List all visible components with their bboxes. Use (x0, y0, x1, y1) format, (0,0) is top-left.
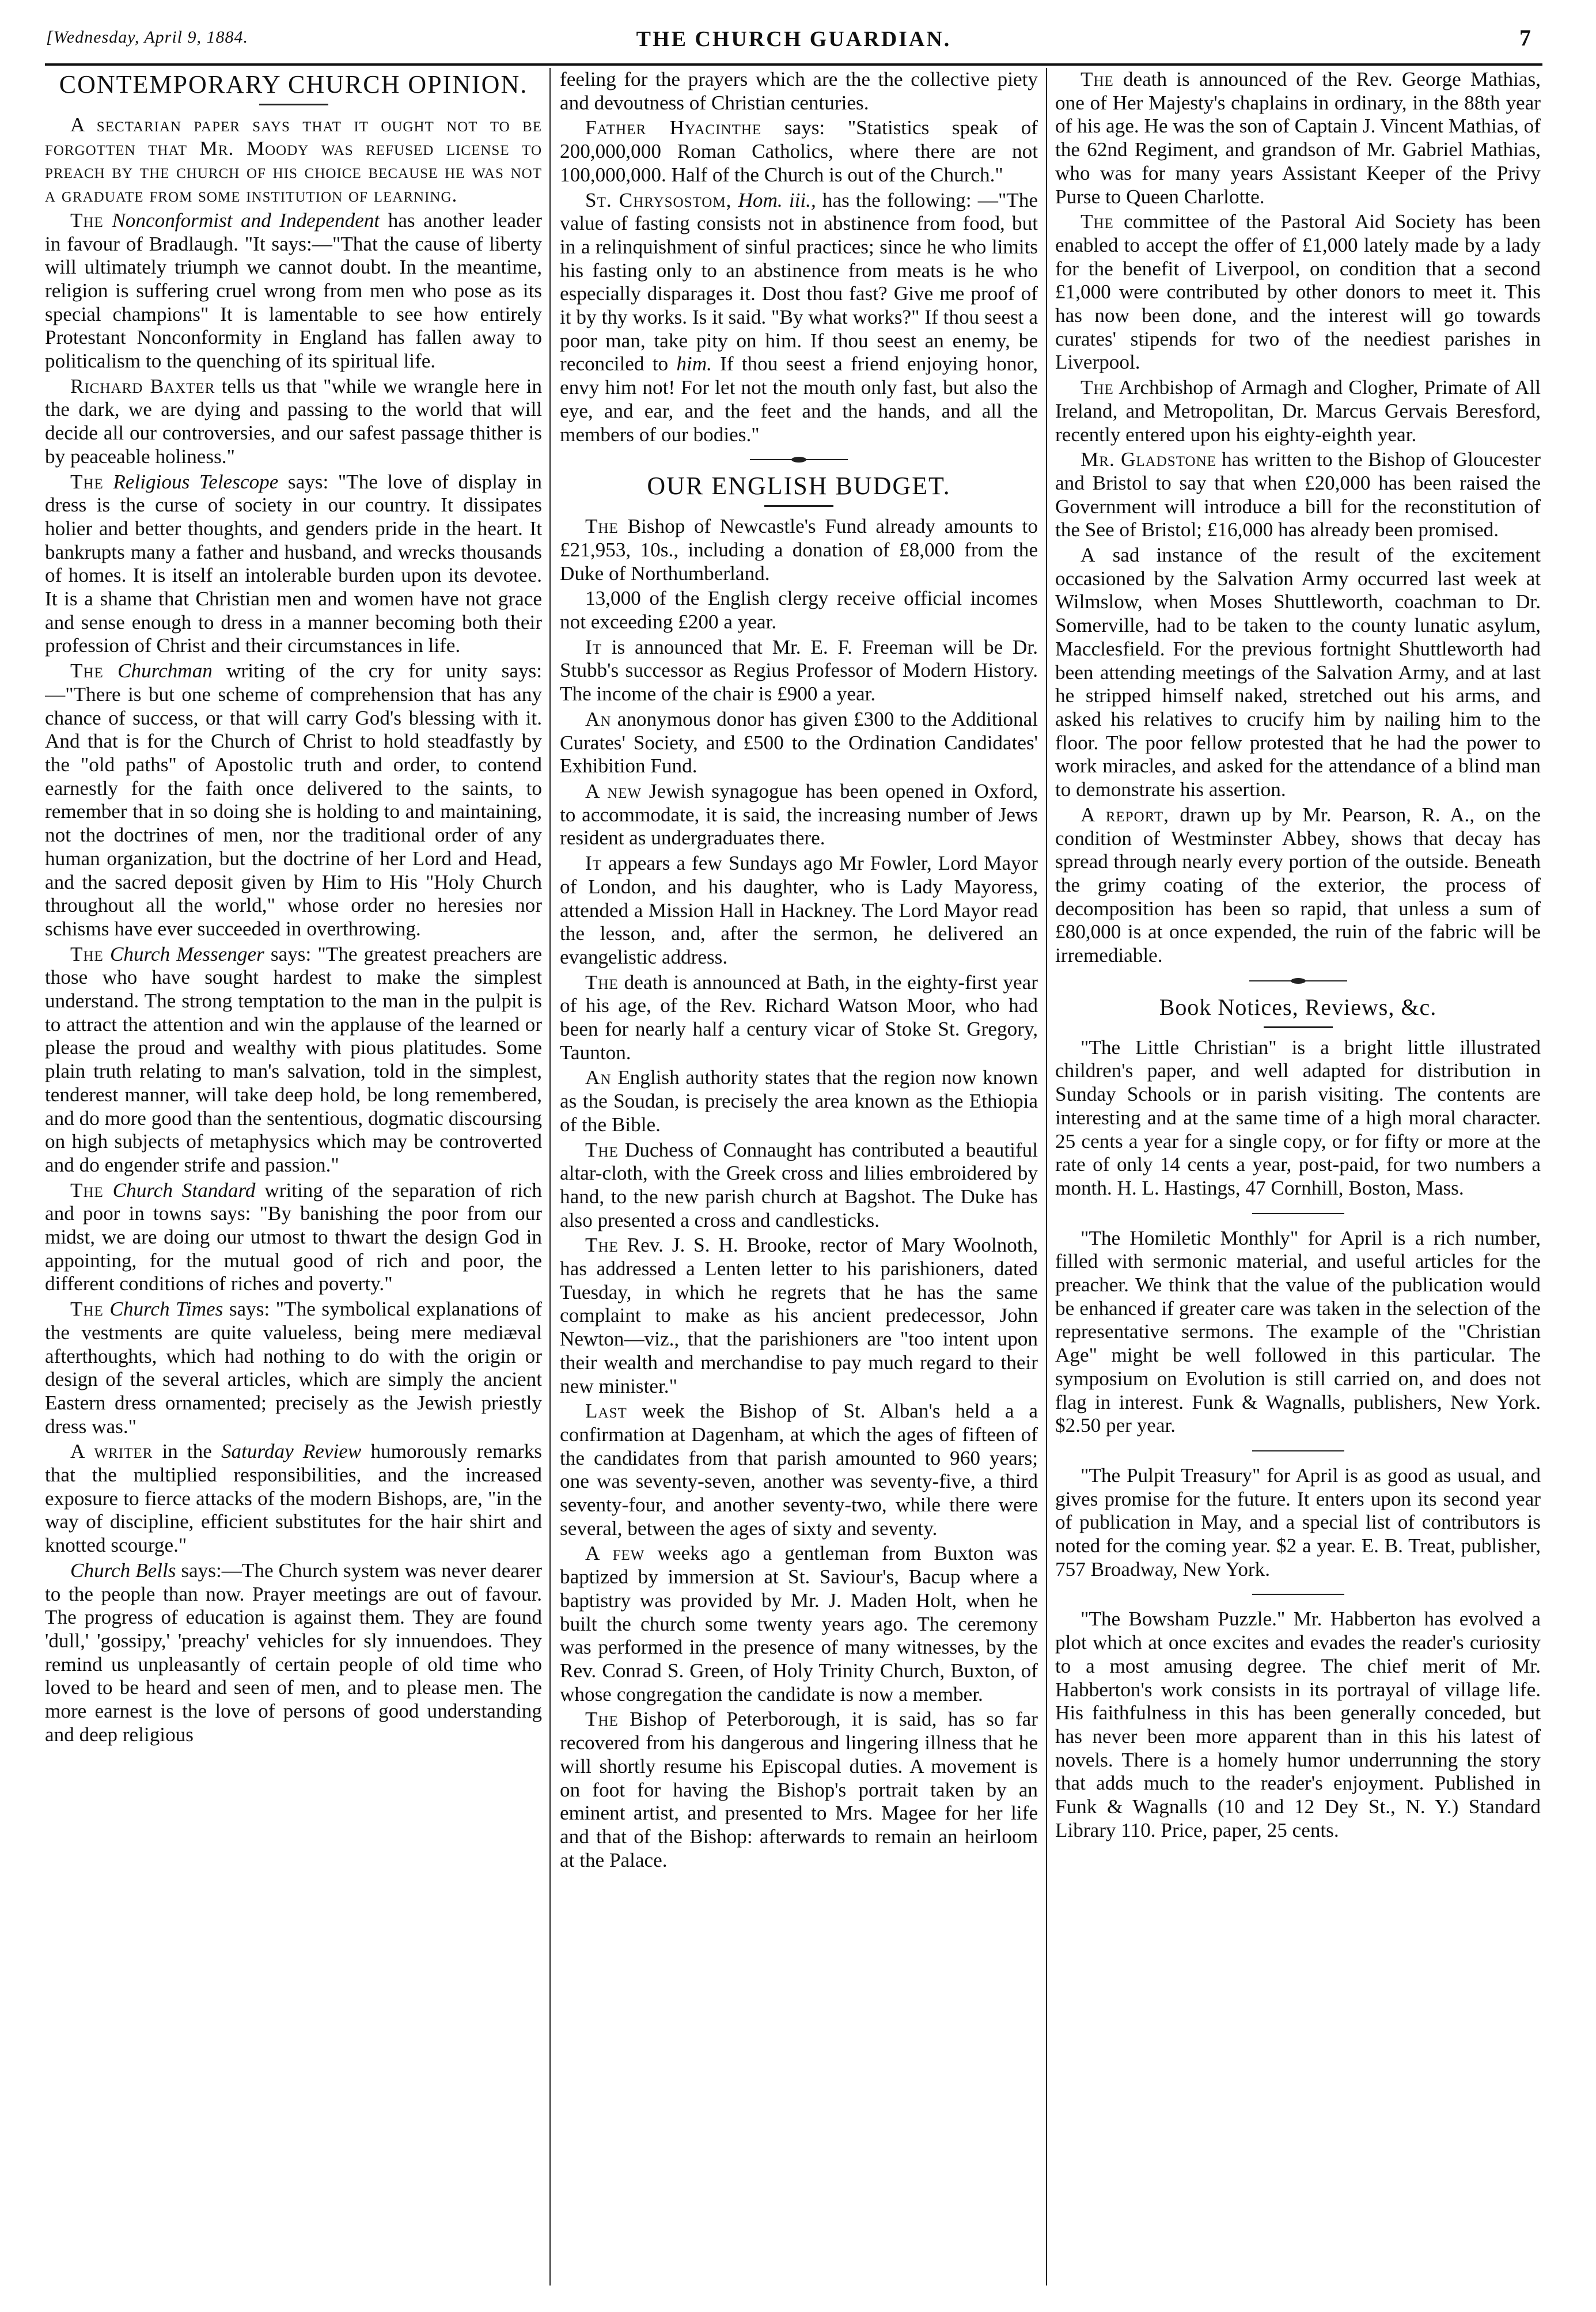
news-item (560, 587, 1038, 634)
column-contemporary-opinion (45, 68, 542, 2286)
page-number: 7 (1519, 25, 1531, 51)
lead-word: The (70, 942, 104, 965)
section-divider-ornament (750, 457, 848, 463)
source-name: Nonconformist and Independent (112, 209, 380, 232)
paragraph-text: Archbishop of Armagh and Clogher, Primate of All Ireland, and Metropolitan, Dr. Marcus Gervais Beresford, recently entered upon his eighty-eighth year. (1055, 376, 1541, 446)
lead-word: A new (585, 779, 642, 802)
lead-word: The (585, 971, 619, 994)
article-paragraph (45, 471, 542, 658)
lead-word: A writer (70, 1440, 153, 1463)
book-notice (1055, 1036, 1541, 1200)
news-item (1055, 803, 1541, 968)
news-item (560, 515, 1038, 585)
lead-word: The (70, 1178, 104, 1202)
column-english-budget (560, 68, 1038, 2286)
lead-word: The (70, 209, 104, 232)
article-paragraph (45, 209, 542, 373)
news-item (560, 708, 1038, 778)
paragraph-text: death is announced of the Rev. George Mathias, one of Her Majesty's chaplains in ordinary, in the 88th year of his age. He was the son of Captain J. Vincent Mathias, of the 62nd Regiment, and grandson of Mr. Gabriel Mathias, who was for many years Assistant Keeper of the Privy Purse to Queen Charlotte. (1055, 68, 1541, 208)
article-paragraph (560, 189, 1038, 447)
section-title-contemporary-church-opinion: CONTEMPORARY CHURCH OPINION. (59, 70, 528, 98)
paragraph-text: says: "Statistics speak of 200,000,000 Roman Catholics, where there are not 100,000,000. Half of the Church is out of the Church." (560, 116, 1038, 186)
title-underline (259, 104, 328, 105)
paragraph-text: death is announced at Bath, in the eighty-first year of his age, of the Rev. Richard Watson Moor, who had been for nearly half a century vicar of Stoke St. Gregory, Taunton. (560, 971, 1038, 1064)
paragraph-text: appears a few Sundays ago Mr Fowler, Lord Mayor of London, and his daughter, who is Lady Mayoress, attended a Mission Hall in Hackney. The Lord Mayor read the lesson, and, after the sermon, he delivered an evangelistic address. (560, 852, 1038, 968)
news-item (560, 1400, 1038, 1540)
lead-word: The (1081, 210, 1114, 233)
paragraph-text: says: "The greatest preachers are those who have sought hardest to make the simplest understand. The strong temptation to the man in the pulpit is to attract the attention and win the applause of the learned or please the proud and wealthy with pious platitudes. Some plain truth relating to man's salvation, told in the simplest, tenderest manner, will take deep hold, be long remembered, and do more good than the sententious, dogmatic discoursing on high subjects of metaphysics which may be controverted and do engender strife and passion." (45, 942, 542, 1176)
article-paragraph (45, 1298, 542, 1438)
source-name: Church Times (109, 1298, 223, 1321)
source-name: Church Messenger (109, 942, 264, 965)
lead-word: The (585, 1138, 619, 1161)
news-item (560, 971, 1038, 1065)
lead-word: The (585, 515, 619, 538)
notice-separator (1252, 1594, 1344, 1595)
column-news-and-notices (1055, 68, 1541, 2286)
paragraph-text: sad instance of the result of the excitement occasioned by the Salvation Army occurred last week at Wilmslow, when Moses Shuttleworth, coachman to Dr. Somerville, had to be taken to the county lunatic asylum, Macclesfield. For the previous fortnight Shuttleworth had been attending meetings of the Salvation Army, and at last he stripped himself naked, stretched out his arms, and asked his relatives to crucify him by nailing him to the floor. The poor fellow protested that he had the power to work miracles, and asked for the attendance of a blind man to demonstrate his assertion. (1055, 544, 1541, 801)
lead-word: A (1081, 544, 1096, 567)
column-rule-2 (1046, 68, 1047, 2286)
lead-word: St. Chrysostom, (585, 188, 732, 211)
news-item (1055, 210, 1541, 374)
lead-word: It (585, 635, 602, 658)
source-name: Religious Telescope (113, 470, 279, 493)
column-rule-1 (549, 68, 551, 2286)
paragraph-text: writing of the cry for unity says:—"There is but one scheme of comprehension that has any chance of success, or that will carry God's blessing with it. And that is for the Church of Christ to hold steadfastly by the "old paths" of Apostolic truth and order, to contend earnestly for the faith once delivered to the saints, to remember that in so doing she is holding to and maintaining, not the doctrines of men, nor the traditional order of any human organization, but the doctrine of her Lord and Head, and the sacred deposit given by Him to His "Holy Church throughout all the world," whose order no heresies nor schisms have ever succeeded in overthrowing. (45, 660, 542, 940)
issue-date: [Wednesday, April 9, 1884. (46, 28, 249, 47)
article-paragraph (45, 113, 542, 207)
section-divider-ornament (1249, 978, 1347, 984)
lead-word: An (585, 1066, 612, 1089)
paragraph-text: "The Homiletic Monthly" for April is a rich number, filled with sermonic material, and useful articles for the preacher. We think that the value of the publication would be enhanced if greater care was taken in the selection of the representative sermons. The example of the "Christian Age" might be well followed in this particular. The symposium on Evolution is still carried on, and does not flag in interest. Funk & Wagnalls, publishers, New York. $2.50 per year. (1055, 1226, 1541, 1437)
lead-word: A report, (1081, 803, 1169, 826)
source-name: Church Standard (112, 1178, 256, 1202)
paragraph-text: anonymous donor has given £300 to the Additional Curates' Society, and £500 to the Ordination Candidates' Exhibition Fund. (560, 707, 1038, 778)
source-name: Churchman (117, 660, 213, 683)
news-item (560, 852, 1038, 969)
lead-word: The (70, 470, 104, 493)
news-item (560, 1139, 1038, 1233)
lead-word: The (585, 1708, 619, 1731)
source-name: Saturday Review (221, 1440, 362, 1463)
news-item (560, 1234, 1038, 1398)
paragraph-text: Duchess of Connaught has contributed a beautiful altar-cloth, with the Greek cross and lilies embroidered by hand, to the new parish church at Bagshot. The Duke has also presented a cross and candlesticks. (560, 1138, 1038, 1231)
book-notice (1055, 1608, 1541, 1842)
paragraph-text: If thou seest a friend enjoying honor, envy him not! For let not the mouth only fast, but also the eye, and ear, and the feet and the hands, and all the members of our bodies." (560, 353, 1038, 446)
lead-word: The (70, 660, 104, 683)
paragraph-text: says: "The symbolical explanations of the vestments are quite valueless, being mere mediæval afterthoughts, which had nothing to do with the origin or design of the several articles, which are simply the ancient Eastern dress ornamented; precisely as the Jewish priestly dress was." (45, 1298, 542, 1438)
lead-word: An (585, 707, 612, 730)
news-item (560, 1066, 1038, 1136)
lead-word: Mr. Gladstone (1081, 448, 1216, 471)
paragraph-text: has the following: —"The value of fasting consists not in abstinence from food, but in a relinquishment of sinful practices; since he who limits his fasting only to an abstinence from meats is he who especially disparages it. Dost thou fast? Give me proof of it by thy works. Is it said. "By what works?" If thou seest a poor man, take pity on him. If thou seest an enemy, be reconciled to (560, 188, 1038, 376)
lead-word: The (1081, 376, 1114, 399)
lead-word: Richard Baxter (70, 374, 215, 397)
paragraph-text: feeling for the prayers which are the the collective piety and devoutness of Christian centuries. (560, 68, 1038, 114)
paragraph-text: tells us that "while we wrangle here in the dark, we are dying and passing to the world that will decide all our controversies, and our safest passage thither is by peaceable holiness." (45, 374, 542, 468)
lead-word: Last (585, 1400, 627, 1423)
paragraph-text: week the Bishop of St. Alban's held a a confirmation at Dagenham, at which the ages of fifteen of the candidates from that parish amounted to 960 years; one was seventy-seven, another was seventy-five, a third seventy-four, and another seventy-two, while there were several, between the ages of sixty and seventy. (560, 1400, 1038, 1540)
paragraph-text: 13,000 of the English clergy receive official incomes not exceeding £200 a year. (560, 587, 1038, 634)
paragraph-text: A sectarian paper says that it ought not to be forgotten that Mr. Moody was refused license to preach by the church of his choice because he was not a graduate from some institution of learning. (45, 113, 542, 207)
paragraph-text: "The Pulpit Treasury" for April is as good as usual, and gives promise for the future. It enters upon its second year of publication in May, and a special list of contributors is noted for the coming year. $2 a year. E. B. Treat, publisher, 757 Broadway, New York. (1055, 1464, 1541, 1581)
title-underline (1264, 1026, 1333, 1028)
article-paragraph (560, 116, 1038, 187)
article-paragraph (45, 1179, 542, 1297)
paragraph-text: Jewish synagogue has been opened in Oxford, to accommodate, it is said, the increasing number of Jews resident as undergraduates there. (560, 779, 1038, 850)
page-header (45, 23, 1542, 66)
lead-word: It (585, 852, 602, 875)
lead-word: Father Hyacinthe (585, 116, 762, 139)
paragraph-text: writing of the separation of rich and poor in towns says: "By banishing the poor from our midst, we are doing our utmost to thwart the design God in appointing, for the mutual good of rich and poor, the different conditions of riches and poverty." (45, 1178, 542, 1295)
newspaper-title: THE CHURCH GUARDIAN. (636, 27, 951, 51)
article-paragraph (45, 660, 542, 941)
news-item (560, 1708, 1038, 1872)
article-paragraph (45, 375, 542, 469)
lead-word: The (585, 1234, 619, 1257)
paragraph-text: English authority states that the region now known as the Soudan, is precisely the area known as the Ethiopia of the Bible. (560, 1066, 1038, 1136)
paragraph-text: "The Little Christian" is a bright little illustrated children's paper, and well adapted for distribution in Sunday Schools or in parish visiting. The contents are interesting and at the same time of a high moral character. 25 cents a year for a single copy, or for fifty or more at the rate of only 14 cents a year, post-paid, for two numbers a month. H. L. Hastings, 47 Cornhill, Boston, Mass. (1055, 1036, 1541, 1199)
notice-separator (1252, 1450, 1344, 1451)
news-item (1055, 544, 1541, 802)
article-paragraph (45, 943, 542, 1177)
news-item (1055, 448, 1541, 542)
paragraph-text: Rev. J. S. H. Brooke, rector of Mary Woolnoth, has addressed a Lenten letter to his parishioners, dated Tuesday, in which he regrets that he has the same complaint to make as his ancient predecessor, John Newton—viz., that the parishioners are "too intent upon their wealth and merchandise to pay much regard to their new minister." (560, 1234, 1038, 1397)
lead-word: The (70, 1298, 104, 1321)
article-paragraph (560, 68, 1038, 115)
news-item (560, 780, 1038, 850)
source-name: Hom. iii., (738, 188, 816, 211)
news-item (560, 636, 1038, 706)
book-notice (1055, 1464, 1541, 1582)
article-paragraph (45, 1559, 542, 1747)
paragraph-text: Bishop of Peterborough, it is said, has so far recovered from his dangerous and lingering illness that he will shortly resume his Episcopal duties. A movement is on foot for having the Bishop's portrait taken by an eminent artist, and presented to Mrs. Magee for her life and that of the Bishop: afterwards to remain an heirloom at the Palace. (560, 1708, 1038, 1871)
paragraph-text: committee of the Pastoral Aid Society has been enabled to accept the offer of £1,000 lately made by a lady for the benefit of Liverpool, on condition that a second £1,000 were contributed by other donors to meet it. This has now been done, and the interest will go towards curates' stipends for two of the neediest parishes in Liverpool. (1055, 210, 1541, 374)
paragraph-text: has another leader in favour of Bradlaugh. "It says:—"That the cause of liberty will ultimately triumph we cannot doubt. In the meantime, religion is suffering cruel wrong from men who pose as its special champions" It is lamentable to see how entirely Protestant Nonconformity in England has fallen away to politicalism to the quenching of its spiritual life. (45, 209, 542, 373)
section-title-book-notices: Book Notices, Reviews, &c. (1159, 994, 1437, 1020)
notice-separator (1252, 1213, 1344, 1214)
book-notice (1055, 1227, 1541, 1438)
news-item (1055, 376, 1541, 446)
paragraph-text: has written to the Bishop of Gloucester and Bristol to say that when £20,000 has been raised the Government will introduce a bill for the reconstitution of the See of Bristol; £16,000 has already been promised. (1055, 448, 1541, 541)
news-item (560, 1542, 1038, 1706)
news-item (1055, 68, 1541, 209)
paragraph-text: weeks ago a gentleman from Buxton was baptized by immersion at St. Saviour's, Bacup where a baptistry was provided by Mr. J. Maden Holt, when he built the church some twenty years ago. The ceremony was performed in the presence of many witnesses, by the Rev. Conrad S. Green, of Holy Trinity Church, Buxton, of whose congregation the candidate is now a member. (560, 1542, 1038, 1705)
lead-word: The (1081, 68, 1114, 90)
emphasis: him. (676, 353, 712, 376)
paragraph-text: in the (162, 1440, 212, 1463)
paragraph-text: drawn up by Mr. Pearson, R. A., on the condition of Westminster Abbey, shows that decay has spread through nearly every portion of the outside. Beneath the grimy coating of the exterior, the process of decomposition has been so rapid, that unless a sum of £80,000 is at once expended, the ruin of the fabric will be irremediable. (1055, 803, 1541, 967)
section-title-our-english-budget: OUR ENGLISH BUDGET. (647, 472, 951, 501)
source-name: Church Bells (70, 1559, 176, 1582)
paragraph-text: says:—The Church system was never dearer to the people than now. Prayer meetings are out of favour. The progress of education is against them. They are found 'dull,' 'gossipy,' 'preachy' vehicles for sly innuendoes. They remind us unpleasantly of certain people of old time who loved to be heard and seen of men, and to please men. The more earnest is the love of persons of good understanding and deep religious (45, 1559, 542, 1746)
paragraph-text: Bishop of Newcastle's Fund already amounts to £21,953, 10s., including a donation of £8,000 from the Duke of Northumberland. (560, 515, 1038, 585)
paragraph-text: says: "The love of display in dress is the curse of society in our country. It dissipates holier and better thoughts, and genders pride in the heart. It bankrupts many a father and husband, and wrecks thousands of homes. It is itself an intolerable burden upon its devotee. It is a shame that Christian men and women have not grace and sense enough to dress in a manner becoming both their profession of Christ and their circumstances in life. (45, 470, 542, 657)
article-paragraph (45, 1440, 542, 1557)
lead-word: A few (585, 1542, 645, 1565)
paragraph-text: "The Bowsham Puzzle." Mr. Habberton has evolved a plot which at once excites and evades the reader's curiosity to a most amusing degree. The chief merit of Mr. Habberton's work consists in its portrayal of village life. His faithfulness in this has been generally conceded, but has never been more apparent than in this his latest of novels. There is a homely humor underrunning the story that adds much to the reader's enjoyment. Published in Funk & Wagnalls (10 and 12 Dey St., N. Y.) Standard Library 110. Price, paper, 25 cents. (1055, 1608, 1541, 1841)
paragraph-text: is announced that Mr. E. F. Freeman will be Dr. Stubb's successor as Regius Professor of Modern History. The income of the chair is £900 a year. (560, 635, 1038, 706)
paragraph-text: humorously remarks that the multiplied responsibilities, and the increased exposure to fierce attacks of the modern Bishops, are, "in the way of discipline, efficient substitutes for the hair shirt and knotted scourge." (45, 1440, 542, 1557)
title-underline (764, 505, 833, 507)
